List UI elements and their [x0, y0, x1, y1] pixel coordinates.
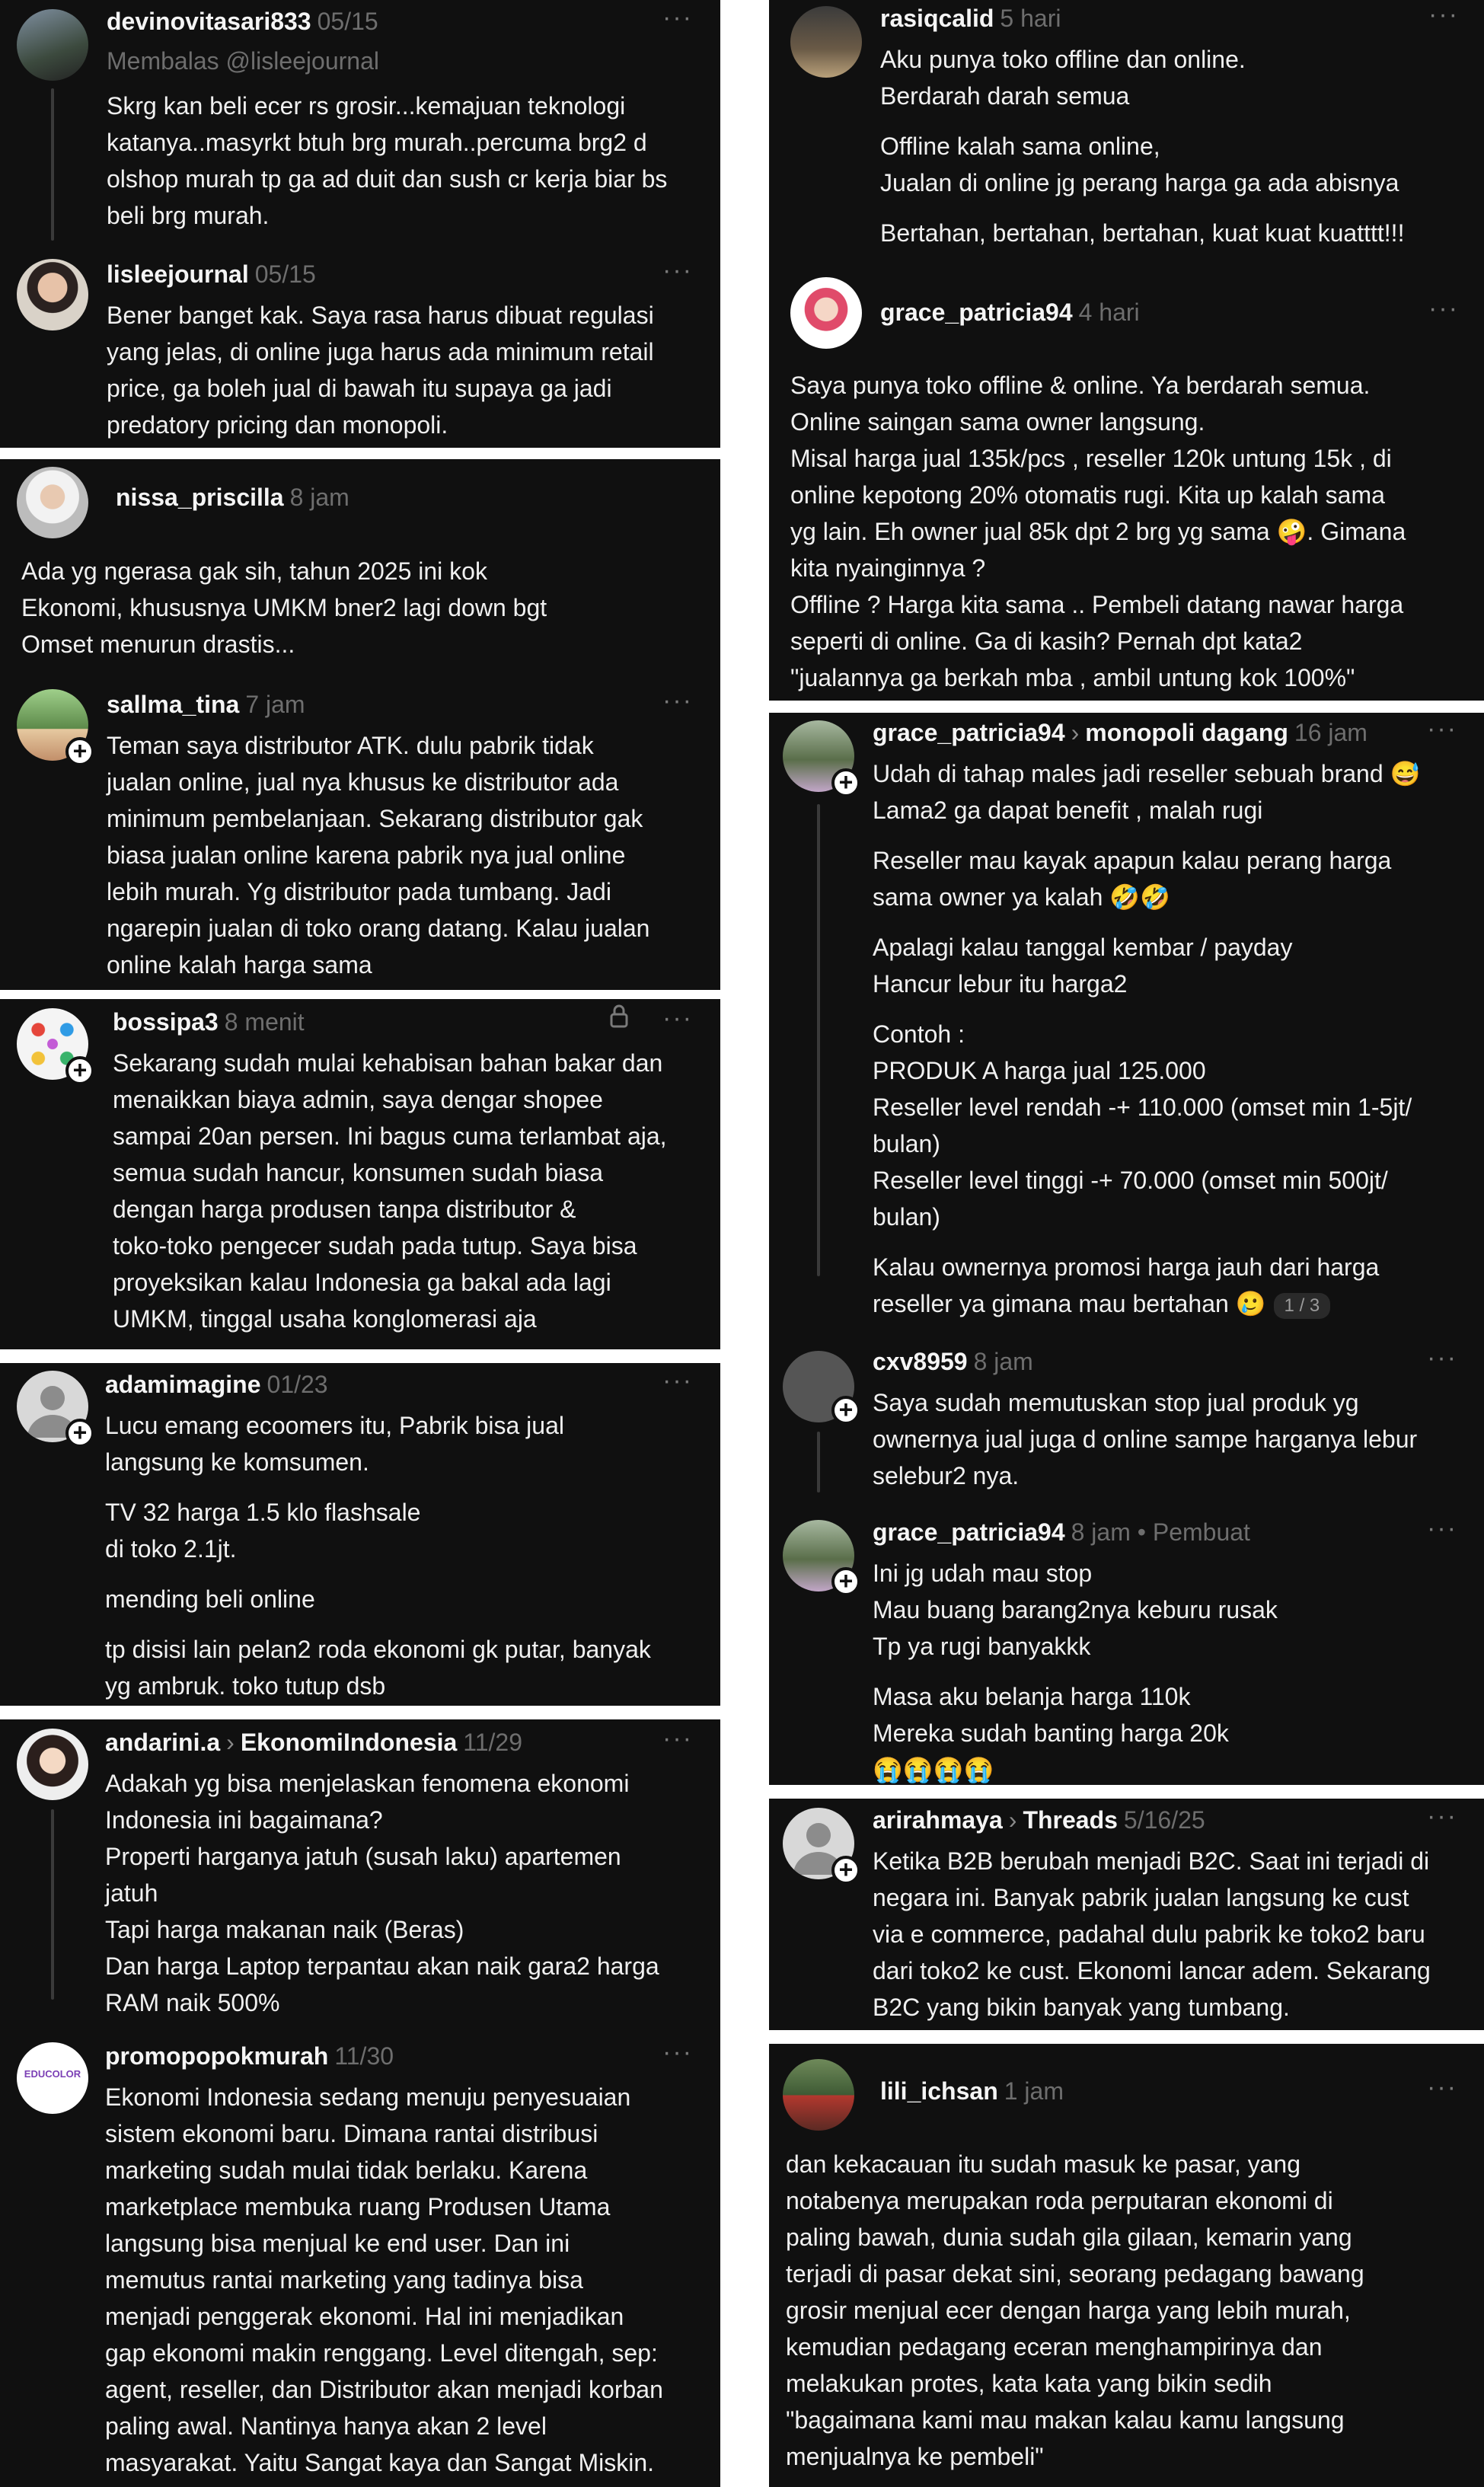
post-text: Ekonomi Indonesia sedang menuju penyesuaian sistem ekonomi baru. Dimana rantai distribusi marketing sudah mulai tidak berlaku. Karena marketplace membuka ruang Produsen Utama langsung bisa menjual ke end user. Dan ini memutus rantai marketing yang tadinya bisa menjadi penggerak ekonomi. Hal ini menjadikan gap ekonomi makin renggang. Level ditengah, sep: agent, reseller, dan Distributor akan menjadi korban paling awal. Nantinya hanya akan 2 level masyarakat. Yaitu Sangat kaya dan Sangat Miskin. [105, 2083, 663, 2476]
avatar[interactable] [17, 467, 88, 538]
post-text: Bener banget kak. Saya rasa harus dibuat regulasi yang jelas, di online juga harus ada minimum retail price, ga boleh jual di bawah itu supaya ga jadi predatory pricing dan monopoli. [107, 302, 654, 439]
username[interactable]: rasiqcalid [880, 5, 994, 32]
post-text: Lucu emang ecoomers itu, Pabrik bisa jual langsung ke komsumen. TV 32 harga 1.5 klo flashsale di toko 2.1jt. mending beli online tp disisi lain pelan2 roda ekonomi gk putar, banyak yg ambruk. toko tutup dsb [105, 1412, 651, 1700]
username[interactable]: bossipa3 [113, 1008, 219, 1036]
more-options-icon[interactable]: ··· [662, 3, 693, 32]
timestamp: 05/15 [254, 260, 316, 288]
post-header [113, 1007, 305, 1037]
avatar[interactable] [17, 9, 88, 81]
topic-tag[interactable]: Threads [1023, 1806, 1118, 1834]
educolor-logo: EDUCOLOR [24, 2068, 81, 2080]
follow-plus-icon[interactable]: + [831, 1856, 860, 1885]
post-text: Ini jg udah mau stop Mau buang barang2nya keburu rusak Tp ya rugi banyakkk Masa aku belanja harga 110k Mereka sudah banting harga 20k 😭😭😭😭 [873, 1560, 1278, 1783]
thread-card [0, 999, 720, 1349]
more-options-icon[interactable]: ··· [662, 2038, 693, 2067]
post-header [873, 1346, 1033, 1377]
post-header [105, 1369, 328, 1400]
post-text: dan kekacauan itu sudah masuk ke pasar, yang notabenya merupakan roda perputaran ekonomi di paling bawah, dunia sudah gila gilaan, kemarin yang terjadi di pasar dekat sini, seorang pedagang bawang grosir menjual ecer dengan harga yang lebih murah, kemudian pedagang eceran menghampirinya dan melakukan protes, kata kata yang bikin sedih "bagaimana kami mau makan kalau kamu langsung menjualnya ke pembeli" [786, 2150, 1364, 2470]
more-options-icon[interactable]: ··· [662, 686, 693, 715]
post-text: Saya punya toko offline & online. Ya berdarah semua. Online saingan sama owner langsung. Misal harga jual 135k/pcs , reseller 120k untung 15k , di online kepotong 20% otomatis rugi. Kita up kalah sama yg lain. Eh owner jual 85k dpt 2 brg yg sama 🤪. Gimana kita nyainginnya ? Offline ? Harga kita sama .. Pembeli datang nawar harga seperti di online. Ga di kasih? Pernah dpt kata2 "jualannya ga berkah mba , ambil untung kok 100%" [790, 372, 1406, 691]
post-header [873, 1805, 1205, 1835]
thread-line [51, 1809, 54, 2000]
more-options-icon[interactable]: ··· [1427, 714, 1457, 743]
follow-plus-icon[interactable]: + [65, 1056, 94, 1085]
post-text: Udah di tahap males jadi reseller sebuah brand 😅 Lama2 ga dapat benefit , malah rugi Reseller mau kayak apapun kalau perang harga sama owner ya kalah 🤣🤣 Apalagi kalau tanggal kembar / payday Hancur lebur itu harga2 Contoh : PRODUK A harga jual 125.000 Reseller level rendah -+ 110.000 (omset min 1-5jt/ bulan) Reseller level tinggi -+ 70.000 (omset min 500jt/ bulan) Kalau ownernya promosi harga jauh dari harga reseller ya gimana mau bertahan 🥲 1 / 3 [873, 760, 1421, 1317]
username[interactable]: lisleejournal [107, 260, 249, 288]
thread-card [769, 2044, 1484, 2487]
username[interactable]: promopopokmurah [105, 2042, 329, 2070]
more-options-icon[interactable]: ··· [1427, 1514, 1457, 1543]
thread-line [817, 1432, 820, 1493]
post-header [880, 297, 1140, 327]
more-options-icon[interactable]: ··· [1428, 294, 1459, 323]
thread-card [0, 459, 720, 990]
timestamp: 1 jam [1004, 2077, 1064, 2105]
username[interactable]: cxv8959 [873, 1348, 968, 1375]
thread-card [0, 1363, 720, 1706]
thread-card [0, 0, 720, 448]
more-options-icon[interactable]: ··· [1428, 0, 1459, 29]
topic-tag[interactable]: monopoli dagang [1085, 719, 1288, 746]
post-header [107, 259, 316, 289]
topic-tag[interactable]: EkonomiIndonesia [240, 1729, 458, 1756]
chevron-right-icon: › [1071, 719, 1080, 746]
username[interactable]: arirahmaya [873, 1806, 1003, 1834]
thread-card [769, 0, 1484, 701]
reply-context[interactable]: Membalas @lisleejournal [107, 47, 379, 75]
username[interactable]: nissa_priscilla [116, 484, 284, 511]
avatar[interactable] [17, 1729, 88, 1800]
more-options-icon[interactable]: ··· [1427, 1802, 1457, 1831]
post-header [880, 3, 1061, 34]
post-text: Sekarang sudah mulai kehabisan bahan bakar dan menaikkan biaya admin, saya dengar shopee sampai 20an persen. Ini bagus cuma terlambat aja, semua sudah hancur, konsumen sudah biasa dengan harga produsen tanpa distributor & toko-toko pengecer sudah pada tutup. Saya bisa proyeksikan kalau Indonesia ga bakal ada lagi UMKM, tinggal usaha konglomerasi aja [113, 1049, 667, 1333]
post-text: Saya sudah memutuskan stop jual produk yg ownernya jual juga d online sampe harganya lebur selebur2 nya. [873, 1389, 1418, 1489]
thread-card [769, 713, 1484, 1785]
thread-card [0, 1719, 720, 2487]
username[interactable]: lili_ichsan [880, 2077, 998, 2105]
timestamp: 7 jam [245, 691, 305, 718]
avatar[interactable] [783, 2059, 854, 2131]
timestamp: 05/15 [317, 8, 378, 35]
follow-plus-icon[interactable]: + [831, 768, 860, 797]
post-header [107, 689, 305, 720]
avatar[interactable] [17, 2042, 88, 2114]
avatar[interactable] [17, 259, 88, 330]
timestamp: 8 menit [224, 1008, 305, 1036]
timestamp: 11/30 [334, 2042, 394, 2070]
more-options-icon[interactable]: ··· [662, 1366, 693, 1395]
post-header [880, 2076, 1064, 2106]
timestamp: 8 jam [289, 484, 349, 511]
timestamp: 8 jam [973, 1348, 1033, 1375]
timestamp: 4 hari [1078, 299, 1140, 326]
timestamp: 11/29 [463, 1729, 522, 1756]
post-text: Adakah yg bisa menjelaskan fenomena ekonomi Indonesia ini bagaimana? Properti harganya jatuh (susah laku) apartemen jatuh Tapi harga makanan naik (Beras) Dan harga Laptop terpantau akan naik gara2 harga RAM naik 500% [105, 1770, 659, 2016]
more-options-icon[interactable]: ··· [662, 1724, 693, 1753]
username[interactable]: grace_patricia94 [873, 1518, 1065, 1546]
timestamp: 5/16/25 [1123, 1806, 1205, 1834]
follow-plus-icon[interactable]: + [831, 1567, 860, 1596]
username[interactable]: andarini.a [105, 1729, 221, 1756]
timestamp: 16 jam [1294, 719, 1368, 746]
thread-card [769, 1799, 1484, 2030]
username[interactable]: grace_patricia94 [880, 299, 1073, 326]
more-options-icon[interactable]: ··· [1427, 2073, 1457, 2102]
username[interactable]: sallma_tina [107, 691, 240, 718]
post-text: Aku punya toko offline dan online. Berdarah darah semua Offline kalah sama online, Jualan di online jg perang harga ga ada abisnya Bertahan, bertahan, bertahan, kuat kuat kuatttt!!! [880, 46, 1405, 247]
chevron-right-icon: › [226, 1729, 235, 1756]
avatar[interactable] [790, 277, 862, 349]
thread-line [817, 804, 820, 1276]
more-options-icon[interactable]: ··· [662, 256, 693, 285]
post-header [107, 6, 378, 37]
thread-line [51, 88, 54, 241]
timestamp: 5 hari [1000, 5, 1061, 32]
timestamp: 8 jam • Pembuat [1071, 1518, 1250, 1546]
post-header [116, 482, 349, 512]
post-header [873, 1517, 1250, 1547]
post-text: Ada yg ngerasa gak sih, tahun 2025 ini kok Ekonomi, khususnya UMKM bner2 lagi down bgt Omset menurun drastis... [21, 557, 547, 658]
carousel-page-indicator: 1 / 3 [1274, 1293, 1331, 1319]
chevron-right-icon: › [1008, 1806, 1017, 1834]
post-header [105, 2041, 394, 2071]
post-text: Ketika B2B berubah menjadi B2C. Saat ini terjadi di negara ini. Banyak pabrik jualan langsung ke cust via e commerce, padahal dulu pabrik ke toko2 baru dari toko2 ke cust. Ekonomi lancar adem. Sekarang B2C yang bikin banyak yang tumbang. [873, 1847, 1431, 2021]
username[interactable]: grace_patricia94 [873, 719, 1065, 746]
timestamp: 01/23 [266, 1371, 328, 1398]
more-options-icon[interactable]: ··· [662, 1004, 693, 1033]
post-header [873, 717, 1368, 748]
more-options-icon[interactable]: ··· [1427, 1343, 1457, 1372]
username[interactable]: adamimagine [105, 1371, 261, 1398]
post-text: Skrg kan beli ecer rs grosir...kemajuan teknologi katanya..masyrkt btuh brg murah..percuma brg2 d olshop murah tp ga ad duit dan sush cr kerja biar bs beli brg murah. [107, 92, 668, 229]
follow-plus-icon[interactable]: + [831, 1396, 860, 1425]
username[interactable]: devinovitasari833 [107, 8, 311, 35]
follow-plus-icon[interactable]: + [65, 737, 94, 766]
post-text: Teman saya distributor ATK. dulu pabrik tidak jualan online, jual nya khusus ke distributor ada minimum pembelanjaan. Sekarang distributor gak biasa jualan online karena pabrik nya jual online lebih murah. Yg distributor pada tumbang. Jadi ngarepin jualan di toko orang datang. Kalau jualan online kalah harga sama [107, 732, 650, 979]
post-header [105, 1727, 522, 1758]
follow-plus-icon[interactable]: + [65, 1419, 94, 1448]
lock-icon [609, 1004, 629, 1033]
avatar[interactable] [790, 6, 862, 78]
